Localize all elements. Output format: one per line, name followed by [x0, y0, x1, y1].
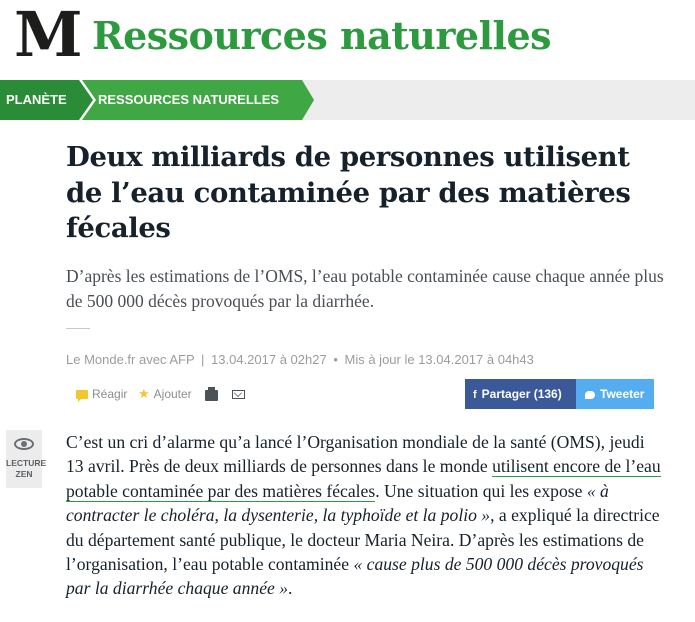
share-label: Partager (136) — [481, 387, 562, 401]
body-link[interactable]: utilisent encore de l’eau potable contaminée par des matières fécales — [66, 456, 661, 501]
mail-icon — [232, 390, 245, 399]
tweet-button[interactable] — [576, 379, 654, 409]
lecture-zen-button[interactable] — [6, 430, 47, 488]
section-title[interactable]: Ressources naturelles — [92, 13, 552, 58]
article-body — [66, 430, 666, 601]
masthead — [0, 0, 695, 78]
body-text-3: , a expliqué la directrice du département santé publique, le docteur Maria Neira. D’après les estimations de l’organisation, l’eau potable contaminée — [66, 505, 660, 575]
byline-dot: • — [333, 352, 338, 367]
byline-updated: Mis à jour le 13.04.2017 à 04h43 — [344, 352, 534, 367]
body-text-4: . — [288, 578, 293, 599]
divider — [66, 328, 90, 329]
facebook-share-button[interactable] — [465, 379, 576, 409]
le-monde-logo[interactable]: M — [14, 0, 81, 71]
body-text-1: C’est un cri d’alarme qu’a lancé l’Organisation mondiale de la santé (OMS), jeudi 13 avril. Près de deux milliards de personnes dans le monde — [66, 432, 645, 477]
breadcrumb — [0, 80, 695, 120]
add-label: Ajouter — [153, 387, 192, 401]
breadcrumb-arrow — [302, 80, 314, 120]
print-icon — [205, 390, 218, 401]
breadcrumb-chevron-icon — [74, 80, 96, 120]
byline-published: 13.04.2017 à 02h27 — [211, 352, 327, 367]
byline-separator: | — [201, 352, 205, 367]
tweet-label: Tweeter — [600, 387, 645, 401]
zen-label-line1: LECTURE — [6, 458, 47, 468]
add-button[interactable] — [138, 386, 192, 402]
article-summary: D’après les estimations de l’OMS, l’eau potable contaminée cause chaque année plus de 500 000 décès provoqués par la diarrhée. — [66, 266, 664, 311]
zen-label — [6, 458, 47, 480]
body-text-2: . Une situation qui les expose — [375, 480, 587, 501]
byline — [66, 352, 666, 367]
react-label: Réagir — [92, 387, 128, 401]
body-quote-1: « à contracter le choléra, la dysenterie, la typhoïde et la polio » — [66, 480, 609, 526]
zen-label-line2: ZEN — [15, 469, 33, 479]
react-button[interactable] — [76, 386, 127, 402]
comment-icon — [76, 390, 88, 399]
twitter-bird-icon — [585, 391, 595, 399]
print-button[interactable] — [205, 390, 222, 401]
breadcrumb-item-planete[interactable]: PLANÈTE — [0, 80, 82, 120]
facebook-icon: f — [473, 389, 477, 401]
breadcrumb-item-ressources-naturelles[interactable]: RESSOURCES NATURELLES — [82, 80, 302, 120]
mail-button[interactable] — [232, 390, 249, 399]
byline-source: Le Monde.fr avec AFP — [66, 352, 195, 367]
eye-icon — [14, 438, 34, 450]
article-headline: Deux milliards de personnes utilisent de l’eau contaminée par des matières fécales — [66, 141, 631, 244]
star-icon: ★ — [138, 386, 150, 401]
body-quote-2: « cause plus de 500 000 décès provoqués par la diarrhée chaque année » — [66, 554, 644, 599]
article-toolbar — [66, 380, 656, 408]
